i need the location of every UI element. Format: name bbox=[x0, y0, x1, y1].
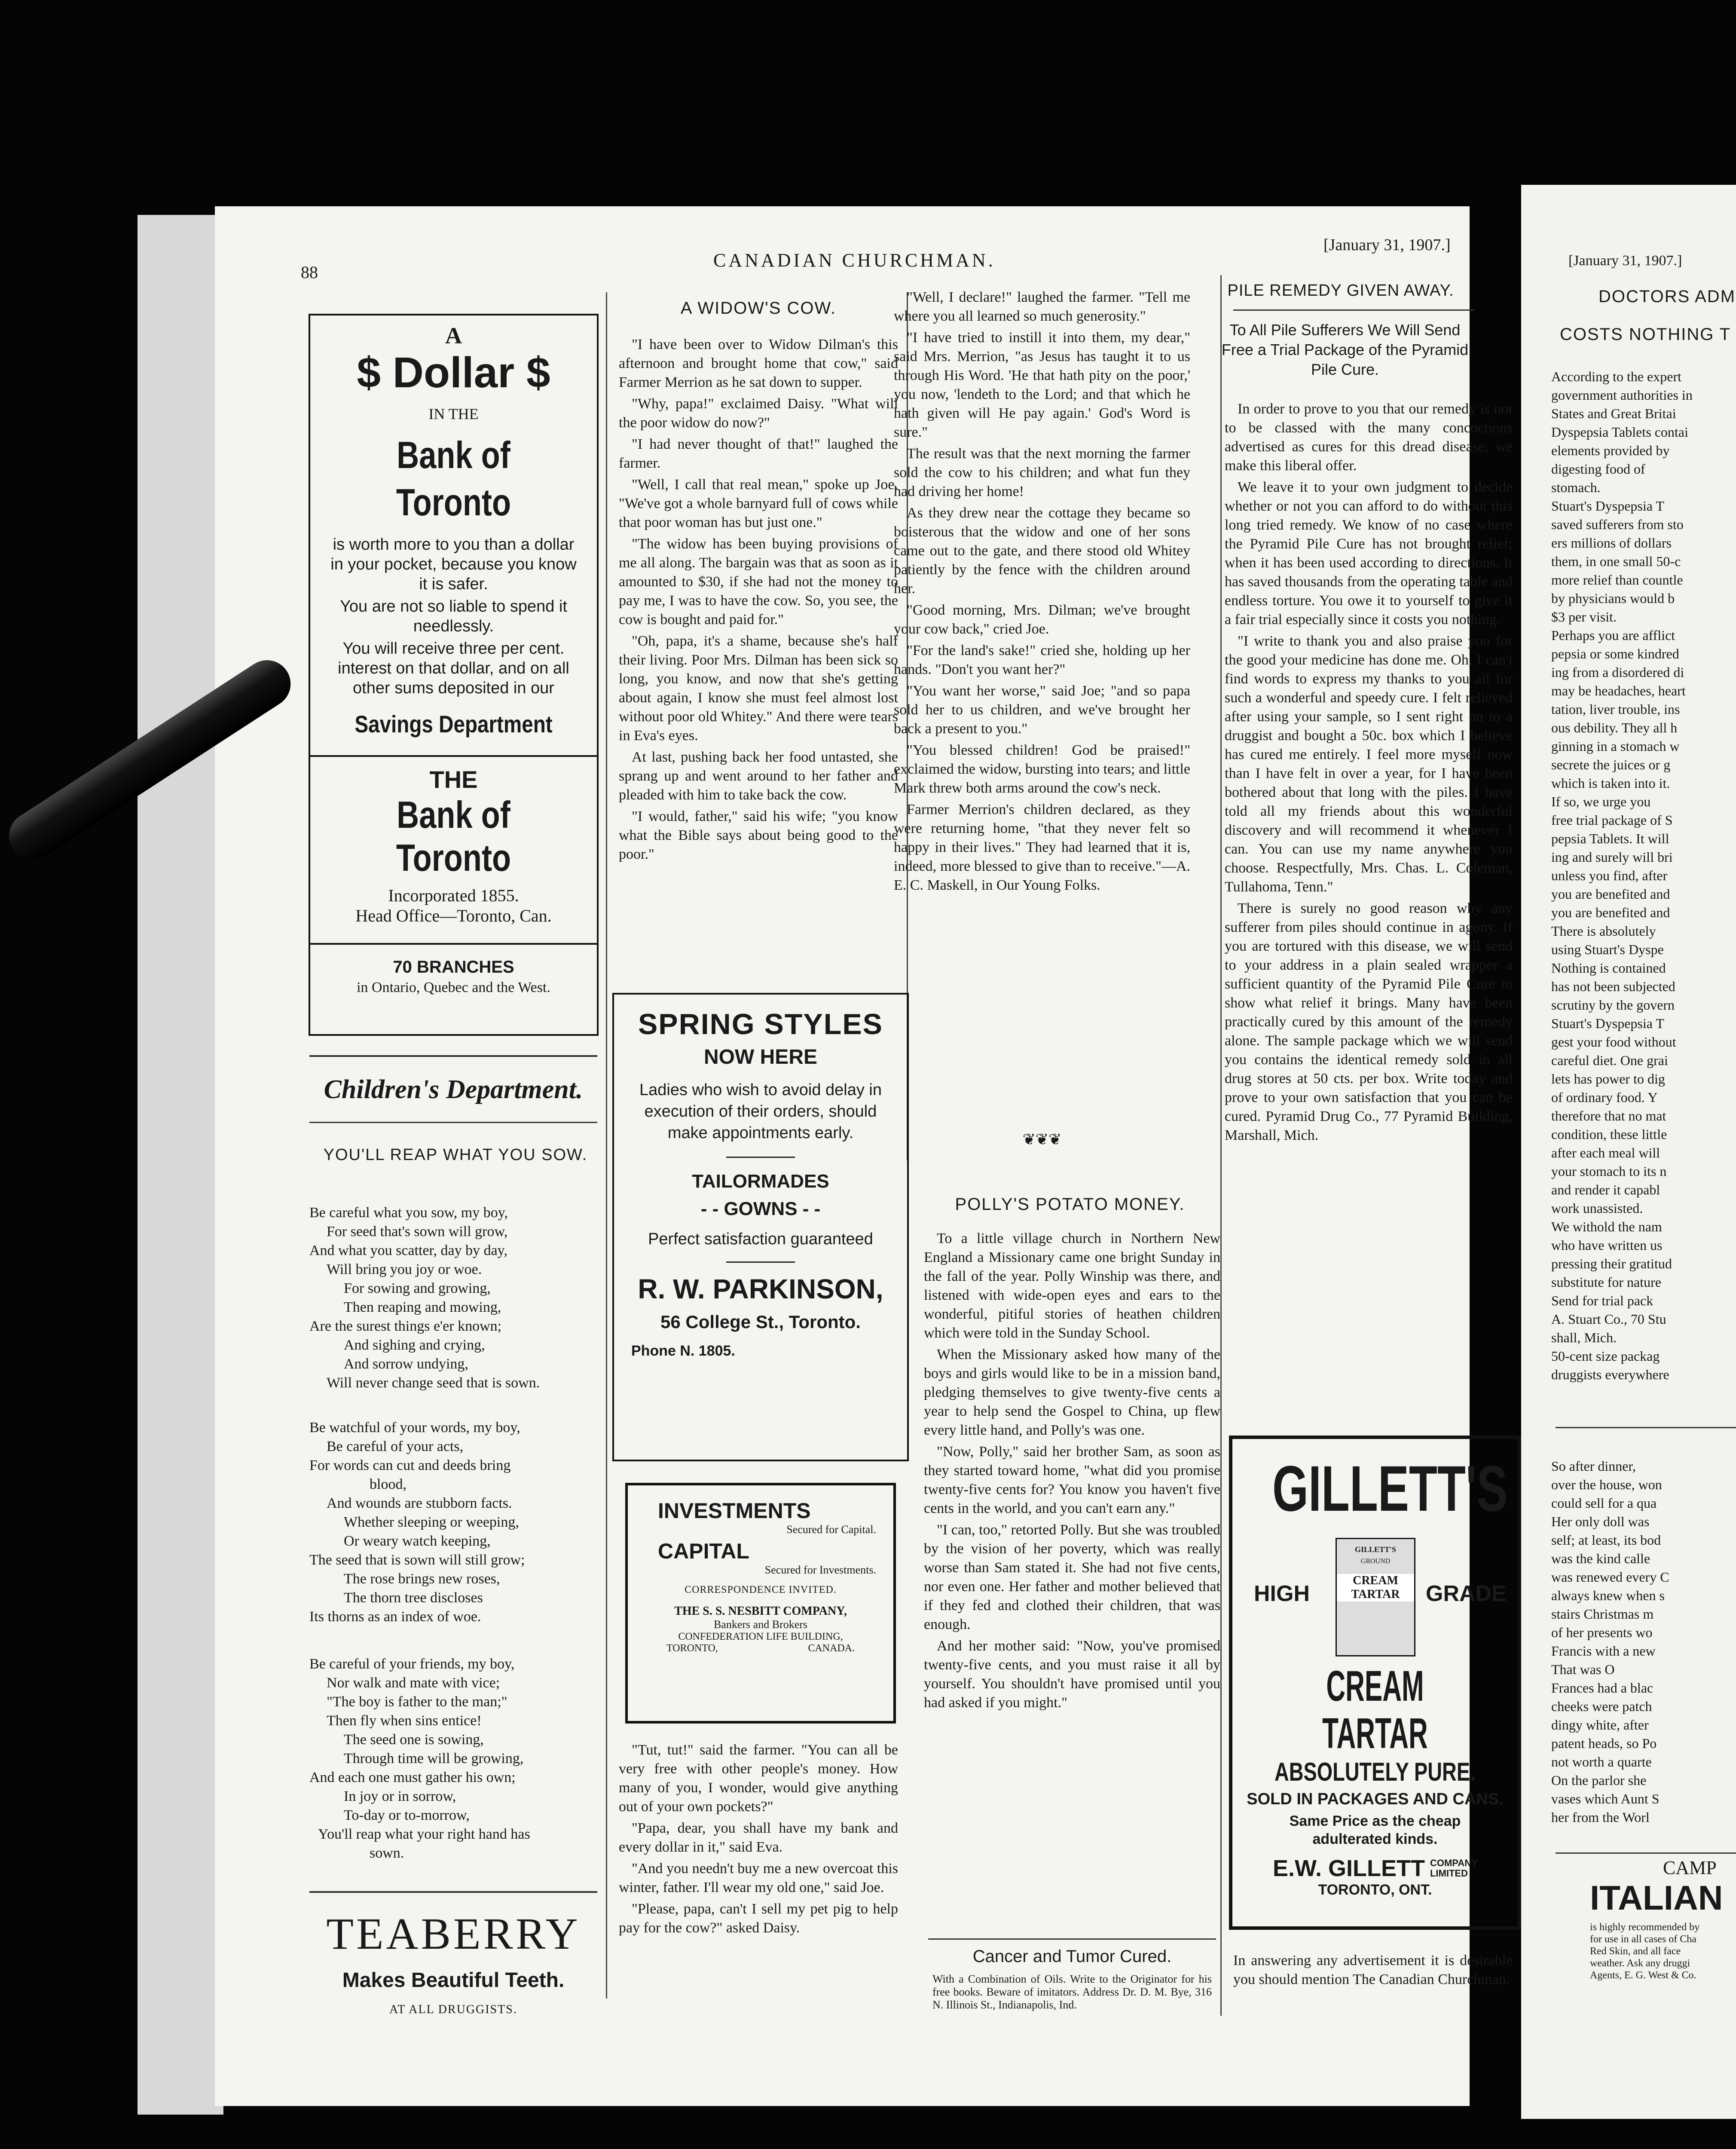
masthead: CANADIAN CHURCHMAN. bbox=[713, 250, 996, 271]
article-paragraph: "For the land's sake!" cried she, holding up her hands. "Don't you want her?" bbox=[894, 643, 1190, 677]
spring-title: SPRING STYLES bbox=[638, 1008, 883, 1041]
article-paragraph: The result was that the next morning the farmer sold the cow to his children; and what fun they had driving her home! bbox=[894, 446, 1190, 499]
facing-line: ing and surely will bri bbox=[1551, 849, 1673, 865]
can-label: CREAM bbox=[1337, 1574, 1414, 1588]
article-paragraph: "I had never thought of that!" laughed the farmer. bbox=[619, 436, 898, 471]
poem-line: Then reaping and mowing, bbox=[344, 1299, 501, 1315]
facing-line: A. Stuart Co., 70 Stu bbox=[1551, 1311, 1666, 1327]
facing-line: over the house, won bbox=[1551, 1477, 1662, 1492]
phone-number: Phone N. 1805. bbox=[631, 1343, 735, 1359]
article-paragraph: "The widow has been buying provisions of me all along. The bargain was that as soon as it amounted to $30, if she had not the money to pay me, I was to have the cow. So, you see, the cow is bought and paid for." bbox=[619, 536, 898, 628]
section-rule bbox=[309, 1891, 597, 1893]
facing-line: Dyspepsia Tablets contai bbox=[1551, 424, 1688, 440]
poem-line: Be careful what you sow, my boy, bbox=[309, 1205, 508, 1221]
widow-article-col3 bbox=[894, 288, 1190, 897]
article-paragraph: "I would, father," said his wife; "you know what the Bible says about being good to the poor." bbox=[619, 808, 898, 862]
facing-line: So after dinner, bbox=[1551, 1458, 1636, 1474]
gillett-company: E.W. GILLETT bbox=[1273, 1855, 1425, 1881]
poem-stanza-2 bbox=[309, 1418, 597, 1626]
poem-line: For sowing and growing, bbox=[344, 1280, 491, 1296]
article-paragraph: To a little village church in Northern New England a Missionary came one bright Sunday in the fall of the year. Polly Winship was there, and listened with wide-open eyes and ears to the wonderful, pitiful stories of heathen children which were told in the Sunday School. bbox=[924, 1231, 1220, 1341]
poem-line: The seed that is sown will still grow; bbox=[309, 1552, 525, 1568]
poem-line: Be careful of your friends, my boy, bbox=[309, 1656, 515, 1672]
facing-line: scrutiny by the govern bbox=[1551, 997, 1675, 1013]
ad-body-3: You will receive three per cent. interest on that dollar, and on all other sums deposited in our bbox=[338, 640, 569, 697]
article-paragraph: "I can, too," retorted Polly. But she was troubled by the vision of her poverty, which was really worse than Sam stated it. She had not five cents, nor even one. Her father and mother believed that if they fed and clothed their children, that was enough. bbox=[924, 1522, 1220, 1632]
facing-line: your stomach to its n bbox=[1551, 1163, 1667, 1179]
widow-article bbox=[619, 335, 898, 866]
facing-line: ing from a disordered di bbox=[1551, 664, 1684, 680]
facing-ad-small bbox=[1590, 1921, 1736, 1981]
poem-title: YOU'LL REAP WHAT YOU SOW. bbox=[323, 1146, 588, 1164]
facing-line: condition, these little bbox=[1551, 1127, 1667, 1142]
section-rule bbox=[1556, 1427, 1736, 1428]
gilletts-brand: GILLETT'S bbox=[1272, 1452, 1508, 1525]
teaberry-tagline: Makes Beautiful Teeth. bbox=[342, 1969, 565, 1992]
capital-heading: CAPITAL bbox=[658, 1539, 749, 1563]
nesbitt-company: THE S. S. NESBITT COMPANY, bbox=[674, 1604, 847, 1618]
facing-line: elements provided by bbox=[1551, 443, 1670, 458]
cream-tartar-text: CREAM TARTAR bbox=[1322, 1662, 1428, 1757]
pile-subtitle: To All Pile Sufferers We Will Send Free a Trial Package of the Pyramid Pile Cure. bbox=[1221, 321, 1469, 378]
poem-line: Whether sleeping or weeping, bbox=[344, 1514, 519, 1530]
facing-line: by physicians would b bbox=[1551, 591, 1675, 606]
facing-line: pressing their gratitud bbox=[1551, 1256, 1672, 1271]
gilletts-ad bbox=[1229, 1436, 1521, 1930]
facing-line: could sell for a qua bbox=[1551, 1495, 1657, 1511]
tailormades: TAILORMADES bbox=[692, 1171, 829, 1192]
facing-line: That was O bbox=[1551, 1662, 1615, 1677]
article-paragraph: And her mother said: "Now, you've promised twenty-five cents, and you must raise it all by yourself. You shouldn't have promised until you had asked if you might." bbox=[924, 1638, 1220, 1711]
facing-article-2 bbox=[1551, 1457, 1736, 1827]
bank-name: Bank of Toronto bbox=[396, 434, 511, 523]
capital-secured: Secured for Investments. bbox=[764, 1564, 876, 1576]
article-paragraph: "Well, I call that real mean," spoke up Joe. "We've got a whole barnyard full of cows while that poor woman has but just one." bbox=[619, 477, 898, 530]
parkinson-name: R. W. PARKINSON, bbox=[638, 1273, 883, 1304]
correspondence: CORRESPONDENCE INVITED. bbox=[685, 1584, 837, 1595]
article-paragraph: There is surely no good reason why any sufferer from piles should continue in agony. If you are tortured with this disease, we will send to your address in a plain sealed wrapper a sufficient quantity of the Pyramid Pile Cure to show what relief it brings. Many have been practically cured by this amount of the remedy alone. The sample package which we will send you contains the identical remedy sold in all drug stores at 50 cts. per box. Write today and prove to your own satisfaction that you can be cured. Pyramid Drug Co., 77 Pyramid Building, Marshall, Mich. bbox=[1225, 900, 1513, 1143]
facing-line: vases which Aunt S bbox=[1551, 1791, 1660, 1806]
section-rule bbox=[309, 1055, 597, 1057]
facing-line: pepsia Tablets. It will bbox=[1551, 831, 1669, 846]
italian-text: ITALIAN bbox=[1590, 1879, 1723, 1917]
article-paragraph: "You want her worse," said Joe; "and so papa sold her to us children, and we've brought her back a present to you." bbox=[894, 683, 1190, 737]
branches-locations: in Ontario, Quebec and the West. bbox=[357, 980, 550, 995]
poem-line: Nor walk and mate with vice; bbox=[327, 1675, 500, 1691]
poem-line: blood, bbox=[370, 1476, 406, 1492]
facing-line: Agents, E. G. West & Co. bbox=[1590, 1970, 1696, 1981]
absolutely-pure: ABSOLUTELY PURE. bbox=[1274, 1757, 1476, 1786]
facing-line: of ordinary food. Y bbox=[1551, 1090, 1658, 1105]
facing-line: of her presents wo bbox=[1551, 1625, 1653, 1640]
parkinson-address: 56 College St., Toronto. bbox=[660, 1312, 861, 1332]
facing-article bbox=[1551, 367, 1736, 1384]
facing-line: not worth a quarte bbox=[1551, 1754, 1652, 1769]
investments-secured: Secured for Capital. bbox=[786, 1523, 876, 1536]
section-rule bbox=[1233, 309, 1474, 311]
ornament: ❦❦❦ bbox=[1022, 1131, 1062, 1148]
facing-line: dingy white, after bbox=[1551, 1717, 1649, 1733]
poem-line: And each one must gather his own; bbox=[309, 1769, 516, 1785]
poem-line: And wounds are stubborn facts. bbox=[327, 1495, 512, 1511]
ad-letter-a: A bbox=[445, 323, 462, 349]
facing-line: after each meal will bbox=[1551, 1145, 1660, 1160]
bank-name-2: Bank of Toronto bbox=[396, 793, 511, 879]
polly-article bbox=[924, 1229, 1220, 1715]
poem-line: Through time will be growing, bbox=[344, 1751, 524, 1766]
grade-text: GRADE bbox=[1426, 1581, 1507, 1606]
article-paragraph: "I write to thank you and also praise you for the good your medicine has done me. Oh, I can't find words to express my thanks to you all for such a wonderful and speedy cure. I felt relieved after using your sample, so I sent right on to a druggist and bought a 50c. box which I believe has cured me entirely. I feel more myself now than I have felt in over a year, for I have been bothered about that long with the piles. I have told all my friends about this wonderful discovery and will recommend it whenever I can. You can use my name anywhere you choose. Respectfully, Mrs. Chas. L. Coleman, Tullahoma, Tenn." bbox=[1225, 633, 1513, 895]
facing-line: substitute for nature bbox=[1551, 1274, 1661, 1290]
facing-line: unless you find, after bbox=[1551, 868, 1668, 883]
article-paragraph: "You blessed children! God be praised!" exclaimed the widow, bursting into tears; and little Mark threw both arms around the cow's neck. bbox=[894, 742, 1190, 796]
facing-line: gest your food without bbox=[1551, 1034, 1676, 1050]
facing-line: you are benefited and bbox=[1551, 886, 1670, 902]
article-paragraph: Farmer Merrion's children declared, as they were returning home, "that they never felt so happy in their lives." They had learned that it is, indeed, more blessed to give than to receive."—A. E. C. Maskell, in Our Young Folks. bbox=[894, 802, 1190, 893]
company-limited: COMPANY LIMITED bbox=[1430, 1858, 1478, 1879]
in-the-text: IN THE bbox=[428, 405, 479, 422]
article-paragraph: "Good morning, Mrs. Dilman; we've brought your cow back," cried Joe. bbox=[894, 602, 1190, 637]
facing-line: which is taken into it. bbox=[1551, 775, 1670, 791]
article-paragraph: "I have tried to instill it into them, my dear," said Mrs. Merrion, "as Jesus has taught it to us through His Word. 'He that hath pity on the poor,' you now, 'lendeth to the Lord; and that which he hath given will He pay again.' God's Word is sure." bbox=[894, 330, 1190, 440]
article-paragraph: "Why, papa!" exclaimed Daisy. "What will the poor widow do now?" bbox=[619, 396, 898, 431]
polly-title: POLLY'S POTATO MONEY. bbox=[955, 1195, 1185, 1214]
confederation-building: CONFEDERATION LIFE BUILDING, bbox=[678, 1631, 843, 1642]
poem-line: Then fly when sins entice! bbox=[327, 1713, 482, 1729]
facing-line: $3 per visit. bbox=[1551, 609, 1617, 624]
poem-line: In joy or in sorrow, bbox=[344, 1788, 456, 1804]
investments-ad bbox=[625, 1483, 896, 1723]
facing-line: saved sufferers from sto bbox=[1551, 517, 1684, 532]
bank-of-toronto-ad bbox=[309, 314, 599, 1036]
facing-line: ers millions of dollars bbox=[1551, 535, 1672, 551]
satisfaction-text: Perfect satisfaction guaranteed bbox=[648, 1230, 873, 1248]
facing-line: her from the Worl bbox=[1551, 1809, 1650, 1825]
article-paragraph: "Oh, papa, it's a shame, because she's half their living. Poor Mrs. Dilman has been sick so long, you know, and now that she's getting about again, I know she must feel almost lost without poor old Whitey." And there were tears in Eva's eyes. bbox=[619, 633, 898, 744]
facing-line: Frances had a blac bbox=[1551, 1680, 1653, 1696]
poem-line: Its thorns as an index of woe. bbox=[309, 1609, 481, 1625]
facing-line: pepsia or some kindred bbox=[1551, 646, 1679, 661]
facing-line: stomach. bbox=[1551, 480, 1601, 495]
poem-line: Be watchful of your words, my boy, bbox=[309, 1420, 520, 1436]
facing-line: 50-cent size packag bbox=[1551, 1348, 1660, 1364]
facing-line: patent heads, so Po bbox=[1551, 1736, 1657, 1751]
canada-text: CANADA. bbox=[808, 1643, 855, 1654]
now-here: NOW HERE bbox=[704, 1046, 817, 1068]
facing-title-1: DOCTORS ADM bbox=[1598, 287, 1736, 306]
facing-page-date: [January 31, 1907.] bbox=[1568, 253, 1682, 269]
facing-line: digesting food of bbox=[1551, 461, 1645, 477]
facing-line: free trial package of S bbox=[1551, 812, 1673, 828]
article-paragraph: We leave it to your own judgment to decide whether or not you can afford to do without this long tried remedy. We know of no case where the Pyramid Pile Cure has not brought relief; when it has been used according to directions. It has saved thousands from the operating table and endless torture. You owe it to yourself to give it a fair trial especially since it costs you nothing. bbox=[1225, 479, 1513, 628]
pile-title: PILE REMEDY GIVEN AWAY. bbox=[1227, 282, 1454, 300]
facing-line: was renewed every C bbox=[1551, 1569, 1669, 1585]
facing-line: has not been subjected bbox=[1551, 979, 1675, 994]
incorporated-text: Incorporated 1855. bbox=[388, 886, 519, 905]
facing-line: Send for trial pack bbox=[1551, 1293, 1653, 1308]
can-label: TARTAR bbox=[1337, 1588, 1414, 1601]
bankers-brokers: Bankers and Brokers bbox=[713, 1618, 808, 1631]
ad-body-1: is worth more to you than a dollar in your pocket, because you know it is safer. bbox=[330, 536, 577, 593]
facing-line: Stuart's Dyspepsia T bbox=[1551, 1016, 1664, 1031]
facing-line: is highly recommended by bbox=[1590, 1922, 1700, 1933]
answering-note: In answering any advertisement it is desirable you should mention The Canadian Churchman. bbox=[1233, 1953, 1513, 1987]
teaberry-name: TEABERRY bbox=[326, 1909, 581, 1959]
article-paragraph: "Please, papa, can't I sell my pet pig to help pay for the cow?" asked Daisy. bbox=[619, 1901, 898, 1936]
poem-line: For seed that's sown will grow, bbox=[327, 1224, 508, 1240]
childrens-heading: Children's Department. bbox=[324, 1075, 583, 1104]
facing-line: cheeks were patch bbox=[1551, 1699, 1652, 1714]
facing-line: Red Skin, and all face bbox=[1590, 1946, 1681, 1957]
camp-text: CAMP bbox=[1663, 1857, 1717, 1878]
article-paragraph: "I have been over to Widow Dilman's this afternoon and brought home that cow," said Farmer Merrion as he sat down to supper. bbox=[619, 337, 898, 390]
facing-line: careful diet. One grai bbox=[1551, 1053, 1668, 1068]
facing-line: weather. Ask any druggi bbox=[1590, 1958, 1690, 1969]
facing-line: States and Great Britai bbox=[1551, 406, 1676, 421]
cancer-title: Cancer and Tumor Cured. bbox=[972, 1947, 1172, 1966]
toronto-text: TORONTO, bbox=[666, 1643, 718, 1654]
can-label: GROUND bbox=[1360, 1558, 1391, 1565]
poem-line: And sorrow undying, bbox=[344, 1356, 468, 1372]
price-text: Same Price as the cheap adulterated kinds. bbox=[1289, 1813, 1461, 1847]
poem-line: The seed one is sowing, bbox=[344, 1732, 484, 1748]
the-text: THE bbox=[429, 766, 478, 793]
article-paragraph: When the Missionary asked how many of the boys and girls would like to be in a mission band, pledging themselves to give twenty-five cents a year to help send the Gospel to China, up flew every little hand, and Polly's was one. bbox=[924, 1347, 1220, 1438]
poem-line: Be careful of your acts, bbox=[327, 1439, 464, 1454]
poem-line: "The boy is father to the man;" bbox=[327, 1694, 507, 1710]
facing-title-2: COSTS NOTHING T bbox=[1560, 325, 1731, 344]
article-paragraph: As they drew near the cottage they became so boisterous that the widow and one of her sons came out to the gate, and there stood old Whitey patiently by the fence with the children around her. bbox=[894, 505, 1190, 597]
facing-line: ous debility. They all h bbox=[1551, 720, 1678, 735]
poem-line: Will never change seed that is sown. bbox=[327, 1375, 540, 1391]
facing-line: self; at least, its bod bbox=[1551, 1532, 1661, 1548]
issue-date: [January 31, 1907.] bbox=[1323, 236, 1451, 254]
facing-line: more relief than countle bbox=[1551, 572, 1683, 588]
cancer-body: With a Combination of Oils. Write to the Originator for his free books. Beware of imitators. Address Dr. D. M. Bye, 316 N. Illinois St., Indianapolis, Ind. bbox=[932, 1973, 1212, 2011]
branches-count: 70 BRANCHES bbox=[393, 958, 514, 977]
facing-line: and render it capabl bbox=[1551, 1182, 1660, 1197]
facing-line: therefore that no mat bbox=[1551, 1108, 1666, 1123]
facing-line: druggists everywhere bbox=[1551, 1367, 1669, 1382]
facing-line: always knew when s bbox=[1551, 1588, 1665, 1603]
teaberry-sold: AT ALL DRUGGISTS. bbox=[389, 2003, 517, 2016]
article-paragraph: "And you needn't buy me a new overcoat this winter, father. I'll wear my old one," said Joe. bbox=[619, 1861, 898, 1895]
gillett-city: TORONTO, ONT. bbox=[1318, 1882, 1432, 1898]
sold-packages: SOLD IN PACKAGES AND CANS. bbox=[1247, 1790, 1504, 1808]
facing-line: Stuart's Dyspepsia T bbox=[1551, 498, 1664, 514]
poem-line: You'll reap what your right hand has bbox=[318, 1826, 530, 1842]
facing-line: was the kind calle bbox=[1551, 1551, 1650, 1566]
widow-article-continued bbox=[619, 1741, 898, 1940]
head-office-text: Head Office—Toronto, Can. bbox=[355, 906, 552, 925]
facing-line: We withold the nam bbox=[1551, 1219, 1662, 1234]
facing-line: According to the expert bbox=[1551, 369, 1681, 384]
article-paragraph: In order to prove to you that our remedy is not to be classed with the many concoctions advertised as cures for this dread disease, we make this liberal offer. bbox=[1225, 401, 1513, 474]
poem-stanza-1 bbox=[309, 1203, 597, 1393]
poem-line: For words can cut and deeds bring bbox=[309, 1457, 511, 1473]
poem-line: The thorn tree discloses bbox=[344, 1590, 483, 1606]
poem-line: sown. bbox=[370, 1845, 404, 1861]
facing-line: government authorities in bbox=[1551, 387, 1693, 403]
facing-line: who have written us bbox=[1551, 1237, 1663, 1253]
gowns: - - GOWNS - - bbox=[700, 1198, 821, 1219]
poem-stanza-3 bbox=[309, 1655, 597, 1863]
poem-line: And what you scatter, day by day, bbox=[309, 1243, 507, 1258]
facing-line: tation, liver trouble, ins bbox=[1551, 701, 1680, 717]
facing-line: may be headaches, heart bbox=[1551, 683, 1686, 698]
dollar-headline: $ Dollar $ bbox=[357, 349, 550, 397]
ad-body-2: You are not so liable to spend it needlessly. bbox=[340, 597, 567, 635]
poem-line: Or weary watch keeping, bbox=[344, 1533, 491, 1549]
facing-line: Her only doll was bbox=[1551, 1514, 1650, 1529]
facing-line: you are benefited and bbox=[1551, 905, 1670, 920]
facing-line: using Stuart's Dyspe bbox=[1551, 942, 1664, 957]
poem-line: Are the surest things e'er known; bbox=[309, 1318, 502, 1334]
facing-line: shall, Mich. bbox=[1551, 1330, 1617, 1345]
poem-line: Will bring you joy or woe. bbox=[327, 1261, 482, 1277]
poem-line: To-day or to-morrow, bbox=[344, 1807, 470, 1823]
spring-styles-ad bbox=[612, 993, 909, 1461]
high-text: HIGH bbox=[1254, 1581, 1310, 1606]
article-paragraph: "Well, I declare!" laughed the farmer. "Tell me where you all learned so much generosity." bbox=[894, 289, 1190, 324]
facing-line: Perhaps you are afflict bbox=[1551, 628, 1675, 643]
facing-line: Nothing is contained bbox=[1551, 960, 1666, 976]
facing-line: On the parlor she bbox=[1551, 1772, 1647, 1788]
section-rule bbox=[309, 1122, 597, 1123]
facing-line: stairs Christmas m bbox=[1551, 1606, 1654, 1622]
page-edges bbox=[138, 215, 223, 2115]
investments-heading: INVESTMENTS bbox=[658, 1499, 811, 1523]
pile-article bbox=[1225, 400, 1513, 1148]
facing-line: them, in one small 50-c bbox=[1551, 554, 1681, 569]
can-label: GILLETT'S bbox=[1354, 1545, 1397, 1554]
article-paragraph: "Tut, tut!" said the farmer. "You can all be very free with other people's money. How many of you, I wonder, would give anything out of your own pockets?" bbox=[619, 1742, 898, 1815]
section-rule bbox=[928, 1938, 1216, 1940]
facing-line: There is absolutely bbox=[1551, 923, 1656, 939]
section-rule bbox=[1556, 1852, 1736, 1854]
savings-department: Savings Department bbox=[355, 710, 553, 738]
article-paragraph: "Now, Polly," said her brother Sam, as soon as they started toward home, "what did you promise twenty-five cents for? You know you haven't five cents in the world, and you can't earn any." bbox=[924, 1444, 1220, 1516]
facing-line: Francis with a new bbox=[1551, 1643, 1656, 1659]
page-number: 88 bbox=[301, 263, 318, 282]
article-paragraph: At last, pushing back her food untasted, she sprang up and went around to her father and pleaded with him to take back the cow. bbox=[619, 749, 898, 803]
facing-line: If so, we urge you bbox=[1551, 794, 1651, 809]
spring-body: Ladies who wish to avoid delay in execution of their orders, should make appointments early. bbox=[639, 1081, 882, 1142]
poem-line: And sighing and crying, bbox=[344, 1337, 485, 1353]
facing-line: secrete the juices or g bbox=[1551, 757, 1671, 772]
cream-tartar-can bbox=[1336, 1538, 1415, 1656]
facing-line: ginning in a stomach w bbox=[1551, 738, 1680, 754]
facing-line: work unassisted. bbox=[1551, 1200, 1643, 1216]
poem-line: The rose brings new roses, bbox=[344, 1571, 500, 1587]
article-paragraph: "Papa, dear, you shall have my bank and every dollar in it," said Eva. bbox=[619, 1820, 898, 1855]
widow-title: A WIDOW'S COW. bbox=[680, 299, 837, 318]
column-rule bbox=[606, 292, 607, 1999]
column-rule bbox=[1220, 275, 1222, 2016]
facing-line: for use in all cases of Cha bbox=[1590, 1934, 1696, 1945]
facing-line: lets has power to dig bbox=[1551, 1071, 1665, 1087]
